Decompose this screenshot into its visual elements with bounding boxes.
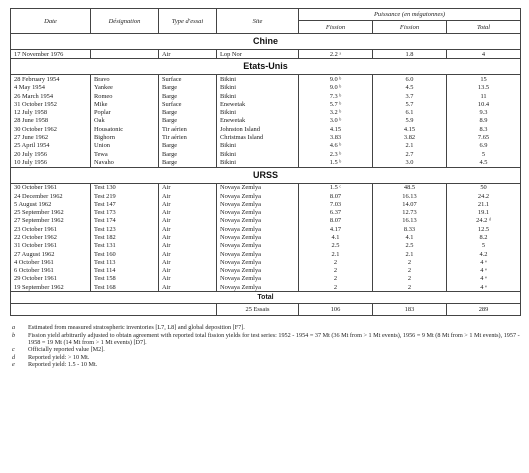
cell-type: Barge (159, 92, 217, 100)
cell-date: 27 September 1962 (11, 217, 91, 225)
cell-fission-1: 2 (299, 267, 373, 275)
cell-fission-1: 2.2 ᵃ (299, 50, 373, 59)
header-site: Site (217, 9, 299, 34)
cell-total: 4 (447, 50, 521, 59)
cell-total: 8.3 (447, 125, 521, 133)
total-fission-1: 106 (299, 304, 373, 316)
footnote (10, 361, 520, 368)
cell-fission-1: 4.1 (299, 233, 373, 241)
cell-type: Tir aérien (159, 133, 217, 141)
cell-fission-1: 7.03 (299, 200, 373, 208)
cell-fission-1: 5.7 ᵇ (299, 100, 373, 108)
tests-table (10, 8, 521, 316)
table-row (11, 258, 521, 266)
cell-total: 4.5 (447, 158, 521, 167)
cell-fission-2: 2 (373, 267, 447, 275)
table-row (11, 92, 521, 100)
table-row (11, 108, 521, 116)
cell-fission-1: 2.3 ᵇ (299, 150, 373, 158)
cell-site: Novaya Zemlya (217, 258, 299, 266)
cell-fission-1: 1.5 ᶜ (299, 183, 373, 192)
cell-type: Barge (159, 84, 217, 92)
cell-fission-2: 48.5 (373, 183, 447, 192)
cell-designation: Test 168 (91, 283, 159, 292)
cell-fission-2: 6.1 (373, 108, 447, 116)
cell-fission-1: 2 (299, 275, 373, 283)
cell-fission-2: 3.0 (373, 158, 447, 167)
table-row (11, 183, 521, 192)
cell-site: Novaya Zemlya (217, 183, 299, 192)
cell-total: 13.5 (447, 84, 521, 92)
cell-total: 24.2 (447, 192, 521, 200)
cell-designation: Test 147 (91, 200, 159, 208)
cell-total: 15 (447, 75, 521, 84)
cell-fission-2: 3.82 (373, 133, 447, 141)
cell-date: 20 July 1956 (11, 150, 91, 158)
header-designation: Désignation (91, 9, 159, 34)
cell-fission-1: 4.17 (299, 225, 373, 233)
cell-fission-2: 6.0 (373, 75, 447, 84)
cell-site: Bikini (217, 92, 299, 100)
cell-designation: Poplar (91, 108, 159, 116)
footnote (10, 324, 520, 331)
cell-total: 5 (447, 242, 521, 250)
cell-designation: Test 219 (91, 192, 159, 200)
table-row (11, 125, 521, 133)
footnote-text: Reported yield: > 10 Mt. (28, 353, 90, 361)
cell-type: Tir aérien (159, 125, 217, 133)
cell-site: Enewetak (217, 117, 299, 125)
cell-site: Novaya Zemlya (217, 250, 299, 258)
cell-total: 8.9 (447, 117, 521, 125)
table-row (11, 84, 521, 92)
cell-fission-1: 4.6 ᵇ (299, 142, 373, 150)
cell-site: Novaya Zemlya (217, 217, 299, 225)
cell-fission-1: 3.2 ᵇ (299, 108, 373, 116)
footnotes (10, 324, 520, 368)
cell-date: 4 October 1961 (11, 258, 91, 266)
cell-date: 10 July 1956 (11, 158, 91, 167)
footnote-text: Fission yield arbitrarily adjusted to obtain agreement with reported total fission yields for test series: 1952 - 1954 = 37 Mt (36 Mt from > 1 Mt events), 1956 = 9 Mt (8 Mt from > 1 Mt events), 1957 - 1958 = 19 Mt (14 Mt from > 1 Mt events) [D7]. (28, 331, 520, 347)
cell-designation: Test 174 (91, 217, 159, 225)
cell-site: Novaya Zemlya (217, 225, 299, 233)
cell-site: Novaya Zemlya (217, 242, 299, 250)
total-row (11, 304, 521, 316)
cell-site: Bikini (217, 150, 299, 158)
cell-fission-2: 4.5 (373, 84, 447, 92)
table-row (11, 158, 521, 167)
cell-total: 4 ᵉ (447, 275, 521, 283)
cell-designation: Tewa (91, 150, 159, 158)
table-row (11, 192, 521, 200)
cell-fission-1: 9.0 ᵇ (299, 84, 373, 92)
cell-site: Enewetak (217, 100, 299, 108)
cell-site: Johnston Island (217, 125, 299, 133)
cell-type: Barge (159, 150, 217, 158)
section-title: URSS (11, 167, 521, 183)
cell-date: 31 October 1961 (11, 242, 91, 250)
footnote-key: b (12, 331, 16, 339)
table-row (11, 75, 521, 84)
total-fission-2: 183 (373, 304, 447, 316)
table-row (11, 250, 521, 258)
cell-fission-2: 14.07 (373, 200, 447, 208)
cell-type: Barge (159, 142, 217, 150)
cell-site: Novaya Zemlya (217, 275, 299, 283)
cell-designation: Test 182 (91, 233, 159, 241)
footnote (10, 346, 520, 353)
cell-total: 11 (447, 92, 521, 100)
cell-fission-1: 3.0 ᵇ (299, 117, 373, 125)
cell-designation: Bravo (91, 75, 159, 84)
footnote-text: Officially reported value [M2]. (28, 346, 105, 354)
cell-date: 22 October 1962 (11, 233, 91, 241)
cell-date: 19 September 1962 (11, 283, 91, 292)
cell-fission-2: 4.15 (373, 125, 447, 133)
cell-total: 4 ᵉ (447, 258, 521, 266)
cell-fission-1: 8.07 (299, 192, 373, 200)
cell-fission-2: 2 (373, 283, 447, 292)
cell-type: Air (159, 258, 217, 266)
cell-date: 26 March 1954 (11, 92, 91, 100)
cell-type: Air (159, 283, 217, 292)
table-row (11, 283, 521, 292)
cell-fission-2: 5.7 (373, 100, 447, 108)
cell-fission-2: 2.1 (373, 250, 447, 258)
cell-fission-2: 2 (373, 258, 447, 266)
cell-fission-2: 2.1 (373, 142, 447, 150)
footnote-key: a (12, 324, 16, 332)
cell-type: Air (159, 242, 217, 250)
cell-designation: Test 158 (91, 275, 159, 283)
cell-date: 30 October 1961 (11, 183, 91, 192)
cell-site: Novaya Zemlya (217, 200, 299, 208)
cell-fission-2: 16.13 (373, 192, 447, 200)
cell-type: Air (159, 50, 217, 59)
cell-site: Bikini (217, 108, 299, 116)
cell-fission-2: 2 (373, 275, 447, 283)
cell-total: 8.2 (447, 233, 521, 241)
cell-designation: Test 123 (91, 225, 159, 233)
cell-total: 50 (447, 183, 521, 192)
footnote-key: e (12, 360, 15, 368)
cell-fission-2: 5.9 (373, 117, 447, 125)
cell-date: 12 July 1958 (11, 108, 91, 116)
table-row (11, 142, 521, 150)
cell-fission-1: 6.37 (299, 208, 373, 216)
cell-fission-2: 1.8 (373, 50, 447, 59)
total-total: 289 (447, 304, 521, 316)
cell-site: Bikini (217, 142, 299, 150)
cell-type: Air (159, 225, 217, 233)
cell-total: 5 (447, 150, 521, 158)
cell-site: Bikini (217, 84, 299, 92)
cell-total: 7.65 (447, 133, 521, 141)
cell-fission-1: 2.5 (299, 242, 373, 250)
cell-date: 27 August 1962 (11, 250, 91, 258)
cell-date: 23 October 1961 (11, 225, 91, 233)
footnote-text: Estimated from measured stratospheric inventories [L7, L8] and global deposition [F7]. (28, 324, 245, 332)
total-title: Total (11, 292, 521, 304)
section-heading (11, 167, 521, 183)
cell-designation: Mike (91, 100, 159, 108)
cell-designation: Test 130 (91, 183, 159, 192)
table-row (11, 150, 521, 158)
header-puissance: Puissance (en mégatonnes) (299, 9, 521, 21)
cell-designation: Test 173 (91, 208, 159, 216)
cell-type: Surface (159, 100, 217, 108)
table-row (11, 200, 521, 208)
cell-designation: Navaho (91, 158, 159, 167)
cell-fission-1: 4.15 (299, 125, 373, 133)
table-row (11, 242, 521, 250)
cell-type: Barge (159, 158, 217, 167)
document (10, 8, 520, 368)
cell-designation: Housatonic (91, 125, 159, 133)
cell-date: 29 October 1961 (11, 275, 91, 283)
table-row (11, 208, 521, 216)
cell-fission-2: 8.33 (373, 225, 447, 233)
header-fission-1: Fission (299, 21, 373, 34)
cell-fission-1: 2 (299, 283, 373, 292)
table-row (11, 275, 521, 283)
cell-date: 28 February 1954 (11, 75, 91, 84)
cell-site: Bikini (217, 75, 299, 84)
cell-designation (91, 50, 159, 59)
cell-designation: Test 160 (91, 250, 159, 258)
cell-type: Surface (159, 75, 217, 84)
cell-type: Air (159, 217, 217, 225)
cell-site: Christmas Island (217, 133, 299, 141)
cell-total: 4 ᵉ (447, 267, 521, 275)
cell-fission-2: 2.5 (373, 242, 447, 250)
table-row (11, 100, 521, 108)
cell-total: 10.4 (447, 100, 521, 108)
footnote (10, 332, 520, 347)
cell-type: Barge (159, 117, 217, 125)
cell-date: 30 October 1962 (11, 125, 91, 133)
cell-designation: Yankee (91, 84, 159, 92)
cell-fission-2: 4.1 (373, 233, 447, 241)
cell-fission-1: 8.07 (299, 217, 373, 225)
cell-total: 4 ᵉ (447, 283, 521, 292)
section-title: Etats-Unis (11, 59, 521, 75)
cell-date: 31 October 1952 (11, 100, 91, 108)
cell-date: 17 November 1976 (11, 50, 91, 59)
section-heading (11, 59, 521, 75)
cell-total: 24.2 ᵈ (447, 217, 521, 225)
total-blank (11, 304, 217, 316)
cell-type: Barge (159, 108, 217, 116)
section-heading (11, 34, 521, 50)
cell-type: Air (159, 208, 217, 216)
table-row (11, 133, 521, 141)
cell-fission-2: 2.7 (373, 150, 447, 158)
cell-designation: Test 113 (91, 258, 159, 266)
cell-date: 28 June 1958 (11, 117, 91, 125)
cell-type: Air (159, 183, 217, 192)
cell-fission-1: 9.0 ᵇ (299, 75, 373, 84)
cell-type: Air (159, 275, 217, 283)
cell-type: Air (159, 200, 217, 208)
cell-date: 5 August 1962 (11, 200, 91, 208)
header-total: Total (447, 21, 521, 34)
footnote-key: c (12, 346, 15, 354)
total-heading-row (11, 292, 521, 304)
cell-fission-2: 3.7 (373, 92, 447, 100)
table-row (11, 217, 521, 225)
cell-site: Novaya Zemlya (217, 208, 299, 216)
table-row (11, 50, 521, 59)
table-row (11, 267, 521, 275)
cell-fission-2: 12.73 (373, 208, 447, 216)
header-type: Type d'essai (159, 9, 217, 34)
cell-date: 6 October 1961 (11, 267, 91, 275)
cell-fission-1: 2 (299, 258, 373, 266)
cell-type: Air (159, 192, 217, 200)
footnote-key: d (12, 353, 16, 361)
cell-date: 25 September 1962 (11, 208, 91, 216)
cell-designation: Oak (91, 117, 159, 125)
cell-site: Novaya Zemlya (217, 233, 299, 241)
cell-total: 4.2 (447, 250, 521, 258)
table-row (11, 117, 521, 125)
cell-date: 27 June 1962 (11, 133, 91, 141)
cell-type: Air (159, 233, 217, 241)
cell-total: 9.3 (447, 108, 521, 116)
cell-designation: Test 114 (91, 267, 159, 275)
cell-designation: Bighorn (91, 133, 159, 141)
table-row (11, 225, 521, 233)
footnote-text: Reported yield: 1.5 - 10 Mt. (28, 360, 98, 368)
cell-total: 21.1 (447, 200, 521, 208)
cell-fission-2: 16.13 (373, 217, 447, 225)
cell-fission-1: 7.3 ᵇ (299, 92, 373, 100)
cell-total: 6.9 (447, 142, 521, 150)
cell-site: Novaya Zemlya (217, 267, 299, 275)
header-date: Date (11, 9, 91, 34)
cell-date: 24 December 1962 (11, 192, 91, 200)
cell-total: 12.5 (447, 225, 521, 233)
cell-total: 19.1 (447, 208, 521, 216)
cell-site: Novaya Zemlya (217, 192, 299, 200)
cell-site: Bikini (217, 158, 299, 167)
cell-site: Lop Nor (217, 50, 299, 59)
cell-date: 25 April 1954 (11, 142, 91, 150)
total-essais: 25 Essais (217, 304, 299, 316)
cell-fission-1: 2.1 (299, 250, 373, 258)
cell-type: Air (159, 267, 217, 275)
footnote (10, 354, 520, 361)
section-title: Chine (11, 34, 521, 50)
cell-designation: Romeo (91, 92, 159, 100)
cell-date: 4 May 1954 (11, 84, 91, 92)
cell-designation: Union (91, 142, 159, 150)
cell-type: Air (159, 250, 217, 258)
cell-site: Novaya Zemlya (217, 283, 299, 292)
table-body (11, 34, 521, 316)
table-row (11, 233, 521, 241)
header-fission-2: Fission (373, 21, 447, 34)
cell-designation: Test 131 (91, 242, 159, 250)
cell-fission-1: 3.83 (299, 133, 373, 141)
cell-fission-1: 1.5 ᵇ (299, 158, 373, 167)
